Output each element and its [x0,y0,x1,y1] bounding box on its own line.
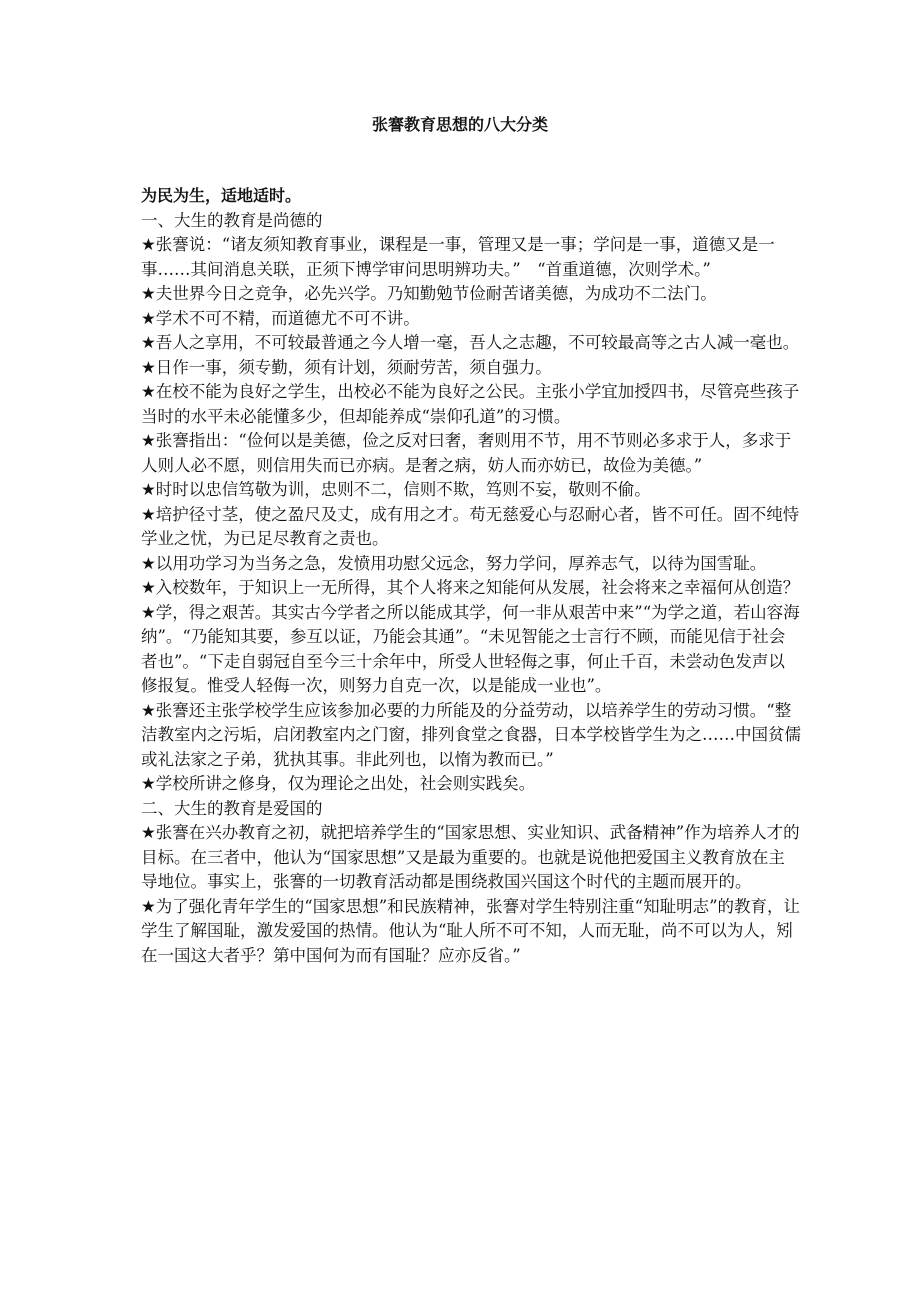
section-heading: 一、大生的教育是尚德的 [141,210,323,230]
list-item [141,478,801,503]
star-icon: ★ [141,333,156,352]
document-body [141,184,801,968]
star-icon: ★ [141,308,156,328]
list-item [141,331,801,356]
document-title: 张謇教育思想的八大分类 [371,115,548,134]
list-item-text: 培护径寸茎，使之盈尺及丈，成有用之才。苟无慈爱心与忍耐心者，皆不可任。固不纯恃学业之忧，为已足尽教育之责也。 [141,504,800,548]
list-item-text: 时时以忠信笃敬为训，忠则不二，信则不欺，笃则不妄，敬则不偷。 [155,480,651,499]
list-item [141,601,801,699]
document-subtitle: 为民为生，适地适时。 [141,186,302,205]
list-item [141,772,801,797]
list-item-text: 学，得之艰苦。其实古今学者之所以能成其学，何一非从艰苦中来”“为学之道，若山容海纳”。“乃能知其要，参互以证，乃能会其通”。“未见智能之士言行不顾，而能见信于社会者也”。“下走自弱冠自至今三十余年中，所受人世轻侮之事，何止千百，未尝动色发声以修报复。惟受人轻侮一次，则努力自克一次，以是能成一业也”。 [141,602,800,695]
star-icon: ★ [141,578,156,597]
list-item-text: 学校所讲之修身，仅为理论之出处，社会则实践矣。 [155,774,536,793]
star-icon: ★ [141,553,156,573]
section-1-items [141,233,801,797]
star-icon: ★ [141,896,156,916]
list-item-text: 吾人之享用，不可较最普通之今人增一毫，吾人之志趣，不可较最高等之古人减一毫也。 [155,333,800,352]
star-icon: ★ [141,823,156,842]
list-item [141,233,801,282]
list-item [141,503,801,552]
star-icon: ★ [141,602,156,622]
list-item-text: 张謇在兴办教育之初，就把培养学生的“国家思想、实业知识、武备精神”作为培养人才的目标。在三者中，他认为“国家思想”又是最为重要的。也就是说他把爱国主义教育放在主导地位。事实上，张謇的一切教育活动都是围绕救国兴国这个时代的主题而展开的。 [141,823,800,891]
list-item-text: 张謇还主张学校学生应该参加必要的力所能及的分益劳动，以培养学生的劳动习惯。“整洁教室内之污垢，启闭教室内之门窗，排列食堂之食器，日本学校皆学生为之……中国贫儒或礼法家之子弟，犹执其事。非此列也，以惰为教而已。” [141,700,801,769]
list-item-text: 入校数年，于知识上一无所得，其个人将来之知能何从发展，社会将来之幸福何从创造？ [155,578,800,597]
star-icon: ★ [141,700,156,720]
list-item-text: 张謇说：“诸友须知教育事业，课程是一事，管理又是一事；学问是一事，道德又是一事……其间消息关联，正须下博学审问思明辨功夫。” “首重道德，次则学术。” [141,235,775,279]
star-icon: ★ [141,480,156,499]
star-icon: ★ [141,382,156,401]
section-2-items [141,821,801,968]
list-item [141,699,801,773]
star-icon: ★ [141,284,156,303]
list-item [141,307,801,332]
list-item [141,576,801,601]
list-item-text: 学术不可不精，而道德尤不可不讲。 [155,308,420,328]
list-item-text: 日作一事，须专勤，须有计划，须耐劳苦，须自强力。 [155,357,552,377]
list-item-text: 以用功学习为当务之急，发愤用功慰父远念，努力学问，厚养志气，以待为国雪耻。 [155,553,767,573]
list-item [141,895,801,969]
list-item [141,429,801,478]
star-icon: ★ [141,357,156,377]
list-item-text: 为了强化青年学生的“国家思想”和民族精神，张謇对学生特别注重“知耻明志”的教育，让学生了解国耻，激发爱国的热情。他认为“耻人所不可不知，人而无耻，尚不可以为人，矧在一国这大者乎？第中国何为而有国耻？应亦反省。” [141,896,801,965]
list-item-text: 夫世界今日之竞争，必先兴学。乃知勤勉节俭耐苦诸美德，为成功不二法门。 [155,284,717,303]
list-item [141,552,801,577]
star-icon: ★ [141,431,156,450]
star-icon: ★ [141,504,156,524]
list-item [141,282,801,307]
list-item-text: 张謇指出：“俭何以是美德，俭之反对曰奢，奢则用不节，用不节则必多求于人，多求于人则人必不愿，则信用失而已亦病。是奢之病，妨人而亦妨已，故俭为美德。” [141,431,792,475]
list-item-text: 在校不能为良好之学生，出校必不能为良好之公民。主张小学宜加授四书，尽管亮些孩子当时的水平未必能懂多少，但却能养成“崇仰孔道”的习惯。 [141,382,800,426]
list-item [141,821,801,895]
list-item [141,380,801,429]
star-icon: ★ [141,235,156,254]
list-item [141,356,801,381]
star-icon: ★ [141,774,156,793]
section-heading: 二、大生的教育是爱国的 [141,798,323,818]
